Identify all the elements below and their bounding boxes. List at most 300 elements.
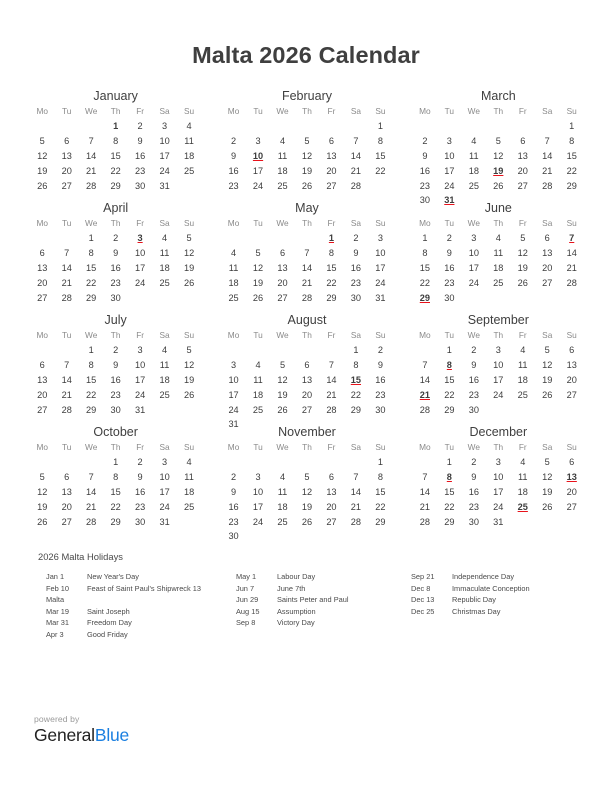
weekday-header-we: We: [276, 442, 289, 452]
day-cell: 22: [444, 501, 455, 512]
weekday-header-mo: Mo: [227, 106, 240, 116]
weekday-header-th: Th: [110, 442, 121, 452]
day-cell-empty: [511, 119, 535, 134]
weekday-header-row: [221, 218, 392, 231]
day-cell: 2: [471, 345, 477, 356]
day-cell: 20: [277, 277, 288, 288]
month-name: November: [278, 425, 336, 439]
weekday-header-su: Su: [375, 106, 386, 116]
day-cell: 6: [544, 233, 550, 244]
month-name: March: [480, 89, 516, 103]
week-row: [30, 231, 201, 246]
day-cell: 1: [446, 345, 452, 356]
weekday-header-we: We: [85, 442, 98, 452]
day-cell-holiday: 19: [493, 165, 504, 176]
day-cell: 31: [493, 516, 504, 527]
month-table: [413, 218, 584, 305]
day-cell: 17: [252, 501, 264, 512]
day-cell-empty: [54, 119, 78, 134]
day-cell: 25: [183, 165, 195, 176]
day-cell-empty: [295, 119, 319, 134]
day-cell: 22: [110, 165, 121, 176]
day-cell: 26: [542, 389, 553, 400]
day-cell: 1: [113, 457, 119, 468]
day-cell: 26: [493, 180, 504, 191]
day-cell: 4: [279, 472, 286, 483]
day-cell-holiday: 3: [137, 233, 143, 244]
day-cell: 18: [277, 165, 288, 176]
week-row: [221, 178, 392, 193]
day-cell: 26: [517, 277, 528, 288]
day-cell-holiday: 25: [517, 501, 528, 512]
day-cell: 6: [64, 472, 70, 483]
day-cell: 8: [377, 136, 383, 147]
day-cell: 5: [304, 472, 310, 483]
month-table: [221, 218, 392, 305]
day-cell: 15: [419, 262, 430, 273]
day-cell: 5: [304, 136, 310, 147]
day-cell: 9: [353, 248, 359, 259]
week-row: [30, 470, 201, 485]
week-row: [221, 499, 392, 514]
day-cell: 13: [61, 486, 72, 497]
day-cell: 13: [566, 360, 577, 371]
week-row: [413, 261, 584, 276]
day-cell-empty: [319, 455, 343, 470]
day-cell: 9: [113, 248, 119, 259]
holiday-name: Republic Day: [452, 595, 496, 605]
weekday-header-th: Th: [110, 106, 121, 116]
day-cell: 11: [228, 262, 239, 273]
day-cell: 24: [252, 516, 264, 527]
day-cell: 25: [228, 292, 239, 303]
day-cell: 22: [566, 165, 577, 176]
week-row: [30, 373, 201, 388]
weekday-header-th: Th: [302, 218, 312, 228]
day-cell: 2: [137, 121, 143, 132]
day-cell-empty: [270, 529, 294, 544]
holiday-date: Jun 7: [236, 583, 255, 593]
day-cell-empty: [152, 290, 176, 305]
month-block-september: [413, 313, 584, 425]
day-cell: 12: [277, 374, 288, 385]
day-cell: 10: [468, 248, 479, 259]
weekday-header-tu: Tu: [253, 442, 263, 452]
day-cell: 29: [444, 516, 455, 527]
day-cell: 4: [520, 345, 526, 356]
day-cell: 7: [422, 360, 428, 371]
month-block-april: [30, 201, 201, 313]
day-cell: 25: [277, 516, 288, 527]
day-cell: 8: [422, 248, 428, 259]
holiday-date: Aug 15: [236, 606, 260, 616]
day-cell-empty: [511, 402, 535, 417]
day-cell: 29: [110, 516, 121, 527]
day-cell: 2: [113, 233, 119, 244]
week-row: [221, 163, 392, 178]
day-cell: 24: [159, 165, 170, 176]
weekday-header-su: Su: [375, 442, 386, 452]
day-cell: 7: [353, 136, 359, 147]
month-name: August: [287, 313, 327, 327]
holiday-date: Dec 25: [411, 606, 435, 616]
holiday-name: Good Friday: [87, 629, 128, 639]
logo-blue-text: Blue: [94, 725, 130, 745]
day-cell: 18: [183, 150, 195, 161]
week-row: [221, 373, 392, 388]
weekday-header-row: [413, 218, 584, 231]
day-cell: 30: [350, 292, 362, 303]
weekday-header-sa: Sa: [159, 106, 170, 116]
day-cell: 6: [39, 248, 45, 259]
day-cell: 28: [86, 516, 97, 527]
month-name: April: [103, 201, 129, 215]
day-cell: 23: [228, 180, 239, 191]
month-block-may: [221, 201, 392, 313]
day-cell: 25: [277, 180, 288, 191]
day-cell: 7: [304, 248, 310, 259]
day-cell: 22: [419, 277, 430, 288]
day-cell: 12: [493, 150, 504, 161]
day-cell: 17: [134, 262, 146, 273]
week-row: [413, 343, 584, 358]
day-cell: 5: [544, 457, 550, 468]
holiday-name: Victory Day: [277, 618, 315, 628]
day-cell: 18: [159, 374, 170, 385]
day-cell: 14: [61, 262, 72, 273]
week-row: [30, 455, 201, 470]
holiday-name: Feast of Saint Paul's Shipwreck 13: [87, 583, 201, 593]
day-cell-empty: [270, 231, 294, 246]
day-cell: 3: [255, 472, 261, 483]
weekday-header-su: Su: [566, 218, 577, 228]
day-cell: 2: [471, 457, 477, 468]
day-cell: 23: [110, 389, 121, 400]
day-cell-empty: [246, 119, 270, 134]
day-cell: 12: [252, 262, 264, 273]
month-name: December: [469, 425, 528, 439]
week-row: [30, 178, 201, 193]
week-row: [413, 485, 584, 500]
day-cell: 14: [566, 248, 577, 259]
day-cell: 9: [471, 360, 477, 371]
month-name: September: [467, 313, 529, 327]
day-cell: 11: [277, 150, 288, 161]
day-cell: 24: [468, 277, 479, 288]
day-cell: 10: [228, 374, 239, 385]
weekday-header-row: [30, 218, 201, 231]
day-cell: 3: [495, 457, 501, 468]
day-cell: 5: [39, 472, 45, 483]
day-cell: 4: [520, 457, 526, 468]
week-row: [221, 387, 392, 402]
day-cell: 27: [326, 180, 337, 191]
day-cell: 1: [377, 121, 383, 132]
day-cell-holiday: 31: [444, 195, 455, 206]
day-cell-empty: [177, 402, 202, 417]
day-cell: 30: [228, 531, 239, 542]
day-cell: 19: [542, 374, 553, 385]
day-cell: 28: [86, 180, 97, 191]
holiday-list-item: [236, 606, 411, 618]
day-cell: 29: [444, 404, 455, 415]
day-cell: 20: [326, 165, 337, 176]
weekday-header-su: Su: [375, 218, 386, 228]
day-cell: 27: [37, 292, 48, 303]
week-row: [221, 402, 392, 417]
day-cell: 4: [162, 345, 168, 356]
day-cell: 4: [279, 136, 286, 147]
week-row: [413, 387, 584, 402]
day-cell: 19: [183, 374, 195, 385]
week-row: [413, 514, 584, 529]
week-row: [221, 290, 392, 305]
day-cell: 26: [252, 292, 264, 303]
day-cell: 26: [37, 516, 48, 527]
holiday-list-item: [411, 594, 584, 606]
holiday-date: Jan 1: [46, 572, 65, 581]
day-cell: 20: [61, 501, 72, 512]
day-cell-empty: [30, 455, 54, 470]
day-cell-empty: [559, 402, 584, 417]
day-cell: 7: [64, 248, 70, 259]
day-cell-empty: [344, 529, 368, 544]
day-cell: 30: [468, 516, 479, 527]
day-cell: 6: [64, 136, 70, 147]
month-table: [221, 330, 392, 432]
holiday-list-item: [46, 629, 236, 641]
day-cell: 13: [301, 374, 313, 385]
day-cell: 24: [493, 389, 504, 400]
day-cell: 29: [326, 292, 337, 303]
day-cell: 12: [301, 486, 313, 497]
week-row: [221, 231, 392, 246]
day-cell: 22: [110, 501, 121, 512]
day-cell: 25: [159, 389, 170, 400]
weekday-header-su: Su: [566, 442, 577, 452]
week-row: [30, 149, 201, 164]
holidays-heading: 2026 Malta Holidays: [38, 551, 123, 562]
month-table: [30, 442, 201, 529]
day-cell: 14: [61, 374, 72, 385]
footer-logo[interactable]: [34, 714, 129, 746]
day-cell: 10: [134, 360, 146, 371]
day-cell: 3: [137, 345, 143, 356]
day-cell: 4: [495, 233, 501, 244]
day-cell: 21: [542, 165, 553, 176]
day-cell-empty: [246, 231, 270, 246]
day-cell: 5: [186, 233, 192, 244]
day-cell: 18: [252, 389, 264, 400]
day-cell: 3: [231, 360, 237, 371]
day-cell: 11: [159, 360, 170, 371]
holiday-name: Immaculate Conception: [452, 583, 530, 593]
day-cell: 16: [228, 165, 239, 176]
day-cell: 2: [377, 345, 383, 356]
week-row: [30, 402, 201, 417]
day-cell-empty: [79, 455, 103, 470]
month-name: May: [295, 201, 319, 215]
day-cell: 15: [375, 150, 386, 161]
day-cell: 28: [301, 292, 313, 303]
day-cell-holiday: 15: [350, 374, 362, 385]
weekday-header-row: [30, 442, 201, 455]
day-cell: 31: [134, 404, 146, 415]
day-cell: 19: [252, 277, 264, 288]
month-block-august: [221, 313, 392, 430]
day-cell: 2: [353, 233, 359, 244]
day-cell: 24: [444, 180, 455, 191]
month-name: February: [281, 89, 332, 103]
day-cell: 27: [61, 516, 72, 527]
week-row: [221, 529, 392, 544]
holidays-section: [0, 551, 612, 641]
day-cell: 8: [113, 136, 119, 147]
day-cell: 19: [183, 262, 195, 273]
day-cell: 9: [377, 360, 383, 371]
month-block-january: [30, 89, 201, 201]
week-row: [221, 275, 392, 290]
weekday-header-su: Su: [183, 106, 195, 116]
day-cell: 8: [328, 248, 334, 259]
day-cell: 30: [375, 404, 386, 415]
holiday-date: Malta: [46, 595, 65, 605]
day-cell: 26: [183, 277, 195, 288]
day-cell: 1: [446, 457, 452, 468]
week-row: [30, 358, 201, 373]
day-cell: 27: [326, 516, 337, 527]
weekday-header-fr: Fr: [136, 330, 145, 340]
weekday-header-row: [221, 106, 392, 119]
day-cell: 1: [353, 345, 359, 356]
day-cell: 2: [231, 136, 237, 147]
holiday-date: Sep 21: [411, 572, 435, 581]
day-cell-empty: [535, 119, 559, 134]
holiday-name: Assumption: [277, 606, 316, 616]
holiday-list-item: [46, 606, 236, 618]
weekday-header-mo: Mo: [36, 218, 48, 228]
weekday-header-we: We: [85, 330, 98, 340]
day-cell: 26: [301, 180, 313, 191]
day-cell: 18: [517, 374, 528, 385]
day-cell: 17: [444, 165, 455, 176]
day-cell: 17: [252, 165, 264, 176]
weekday-header-row: [221, 442, 392, 455]
week-row: [30, 514, 201, 529]
day-cell: 28: [419, 404, 430, 415]
day-cell: 16: [419, 165, 430, 176]
day-cell-empty: [177, 514, 202, 529]
day-cell: 5: [39, 136, 45, 147]
weekday-header-sa: Sa: [159, 330, 170, 340]
day-cell: 16: [375, 374, 386, 385]
day-cell: 17: [468, 262, 479, 273]
day-cell: 15: [326, 262, 337, 273]
holiday-list-item: [46, 583, 236, 595]
weekday-header-th: Th: [302, 106, 312, 116]
weekday-header-fr: Fr: [327, 330, 336, 340]
day-cell: 7: [88, 472, 94, 483]
week-row: [30, 387, 201, 402]
day-cell: 5: [255, 248, 261, 259]
day-cell: 10: [493, 360, 504, 371]
day-cell: 24: [134, 277, 146, 288]
day-cell: 1: [569, 121, 575, 132]
weekday-header-row: [30, 106, 201, 119]
day-cell: 24: [493, 501, 504, 512]
holiday-name: Saint Joseph: [87, 606, 130, 616]
day-cell: 1: [88, 233, 94, 244]
day-cell: 8: [569, 136, 575, 147]
day-cell: 23: [444, 277, 455, 288]
day-cell: 27: [301, 404, 313, 415]
day-cell: 11: [517, 360, 528, 371]
day-cell: 3: [446, 136, 452, 147]
weekday-header-sa: Sa: [350, 442, 361, 452]
day-cell: 18: [493, 262, 504, 273]
holiday-list-item: [411, 606, 584, 618]
weekday-header-mo: Mo: [36, 106, 48, 116]
day-cell: 14: [350, 486, 362, 497]
week-row: [413, 231, 584, 246]
day-cell: 23: [468, 389, 479, 400]
weekday-header-fr: Fr: [518, 330, 527, 340]
holiday-name: Independence Day: [452, 572, 515, 581]
weekday-header-row: [413, 106, 584, 119]
week-row: [30, 499, 201, 514]
day-cell: 9: [422, 150, 428, 161]
month-name: June: [484, 201, 512, 215]
day-cell: 12: [37, 486, 48, 497]
day-cell: 23: [134, 501, 146, 512]
weekday-header-fr: Fr: [518, 106, 527, 116]
weekday-header-th: Th: [493, 442, 504, 452]
day-cell-empty: [177, 290, 202, 305]
week-row: [413, 499, 584, 514]
weekday-header-row: [221, 330, 392, 343]
day-cell: 24: [228, 404, 239, 415]
day-cell: 24: [375, 277, 386, 288]
day-cell: 26: [183, 389, 195, 400]
week-row: [413, 119, 584, 134]
day-cell: 26: [37, 180, 48, 191]
week-row: [221, 261, 392, 276]
day-cell: 24: [159, 501, 170, 512]
day-cell-empty: [128, 290, 152, 305]
day-cell: 17: [228, 389, 239, 400]
week-row: [413, 290, 584, 305]
month-table: [413, 442, 584, 529]
holiday-name: New Year's Day: [87, 572, 139, 581]
day-cell-holiday: 1: [328, 233, 334, 244]
day-cell: 2: [422, 136, 428, 147]
day-cell: 7: [328, 360, 334, 371]
day-cell: 11: [469, 150, 479, 161]
week-row: [30, 246, 201, 261]
weekday-header-mo: Mo: [419, 330, 431, 340]
day-cell: 6: [328, 472, 334, 483]
weekday-header-mo: Mo: [36, 442, 48, 452]
weekday-header-tu: Tu: [62, 330, 72, 340]
week-row: [30, 290, 201, 305]
week-row: [221, 246, 392, 261]
day-cell: 16: [444, 262, 455, 273]
day-cell: 25: [252, 404, 264, 415]
day-cell: 24: [252, 180, 264, 191]
day-cell: 8: [353, 360, 359, 371]
weekday-header-mo: Mo: [419, 106, 431, 116]
day-cell-empty: [295, 231, 319, 246]
